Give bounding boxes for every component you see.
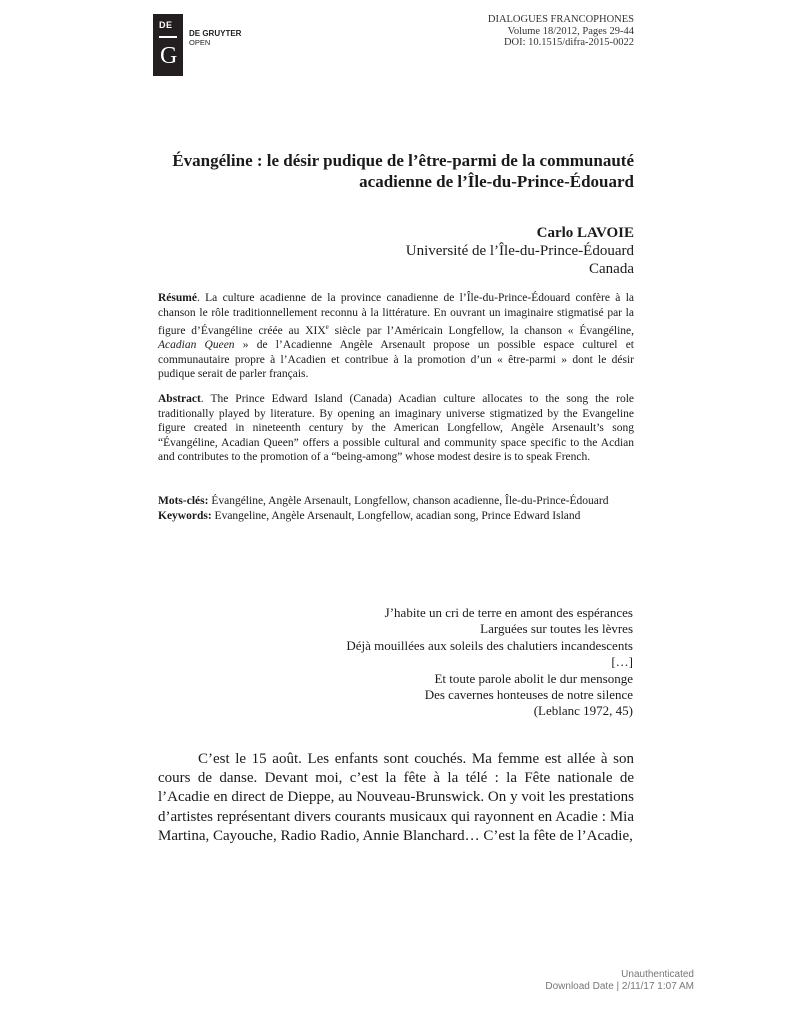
epigraph-poem — [346, 605, 633, 720]
abstract-label: Abstract — [158, 393, 201, 405]
keywords-fr — [158, 494, 634, 509]
author-name: Carlo LAVOIE — [536, 225, 634, 241]
keywords-fr-label: Mots-clés: — [158, 495, 209, 507]
author-country: Canada — [589, 261, 634, 277]
journal-volume: Volume 18/2012, Pages 29-44 — [507, 25, 634, 37]
watermark-date: Download Date | 2/11/17 1:07 AM — [545, 980, 694, 992]
author-block — [406, 224, 634, 278]
resume-text-a: . La culture acadienne de la province canadienne de l’Île-du-Prince-Édouard confère à la chanson le rôle traditionnellement reconnu à la littérature. En ouvrant un imaginaire stigmatisé par la figure d’Évangéline créée au XIX — [158, 292, 634, 337]
journal-header — [488, 14, 634, 49]
poem-line: Larguées sur toutes les lèvres — [480, 621, 633, 637]
abstract-paragraph — [158, 392, 634, 465]
logo-publisher-name: DE GRUYTER — [189, 29, 242, 38]
poem-line: Des cavernes honteuses de notre silence — [424, 687, 633, 703]
logo-mark-top: DE — [159, 20, 173, 30]
journal-name: DIALOGUES FRANCOPHONES — [487, 14, 634, 25]
logo-divider — [159, 36, 177, 38]
title-line-1: Évangéline : le désir pudique de l’être-parmi de la communauté — [172, 151, 634, 170]
keywords-fr-text: Évangéline, Angèle Arsenault, Longfellow, chanson acadienne, Île-du-Prince-Édouard — [208, 495, 609, 507]
keywords-en-text: Evangeline, Angèle Arsenault, Longfellow, acadian song, Prince Edward Island — [211, 509, 581, 522]
resume-text-c: » de l’Acadienne Angèle Arsenault propose un possible espace culturel et communautaire propre à l’Acadien et contribue à la promotion d’un « être-parmi » dont le désir pudique serait de parler français. — [158, 339, 634, 381]
logo-publisher-sub: OPEN — [189, 38, 211, 47]
article-title — [134, 150, 634, 192]
resume-paragraph — [158, 291, 634, 382]
keywords-block — [158, 494, 634, 523]
logo-wordmark — [189, 29, 241, 47]
resume-text-b: siècle par l’Américain Longfellow, la chanson « Évangéline, — [328, 324, 634, 337]
publisher-logo — [153, 14, 255, 76]
poem-line: Et toute parole abolit le dur mensonge — [434, 670, 633, 686]
journal-doi: DOI: 10.1515/difra-2015-0022 — [503, 37, 634, 48]
title-line-2: acadienne de l’Île-du-Prince-Édouard — [359, 172, 634, 191]
logo-mark-bottom: G — [160, 43, 178, 69]
body-paragraph: C’est le 15 août. Les enfants sont couchés. Ma femme est allée à son cours de danse. Devant moi, c’est la fête à la télé : la Fête nationale de l’Acadie en direct de Dieppe, au Nouveau-Brunswick. On y voit les prestations d’artistes représentant divers courants musicaux qui rayonnent en Acadie : Mia Martina, Cayouche, Radio Radio, Annie Blanchard… C’est la fête de l’Acadie, — [158, 751, 634, 844]
poem-citation: (Leblanc 1972, 45) — [533, 703, 633, 719]
poem-line: Déjà mouillées aux soleils des chalutiers incandescents — [346, 637, 633, 653]
body-text — [158, 750, 634, 846]
resume-label: Résumé — [158, 292, 197, 304]
logo-mark — [153, 14, 183, 76]
resume-italic: Acadian Queen — [158, 339, 235, 352]
abstract-text: . The Prince Edward Island (Canada) Acadian culture allocates to the song the role traditionally played by literature. By opening an imaginary universe stigmatized by the Evangeline figure created in nineteenth century by the American Longfellow, Angèle Arsenault’s song “Évangéline, Acadian Queen” offers a possible cultural and community space specific to the Acdian and contributes to the promotion of a “being-among” whose modest desire is to speak French. — [158, 393, 634, 463]
author-affiliation: Université de l’Île-du-Prince-Édouard — [405, 243, 634, 259]
download-watermark — [545, 969, 694, 992]
poem-line: J’habite un cri de terre en amont des espérances — [384, 605, 633, 620]
poem-line: […] — [611, 654, 633, 670]
resume-superscript: e — [325, 323, 329, 331]
keywords-en — [158, 509, 634, 524]
watermark-status: Unauthenticated — [621, 969, 694, 980]
keywords-en-label: Keywords: — [158, 509, 212, 522]
